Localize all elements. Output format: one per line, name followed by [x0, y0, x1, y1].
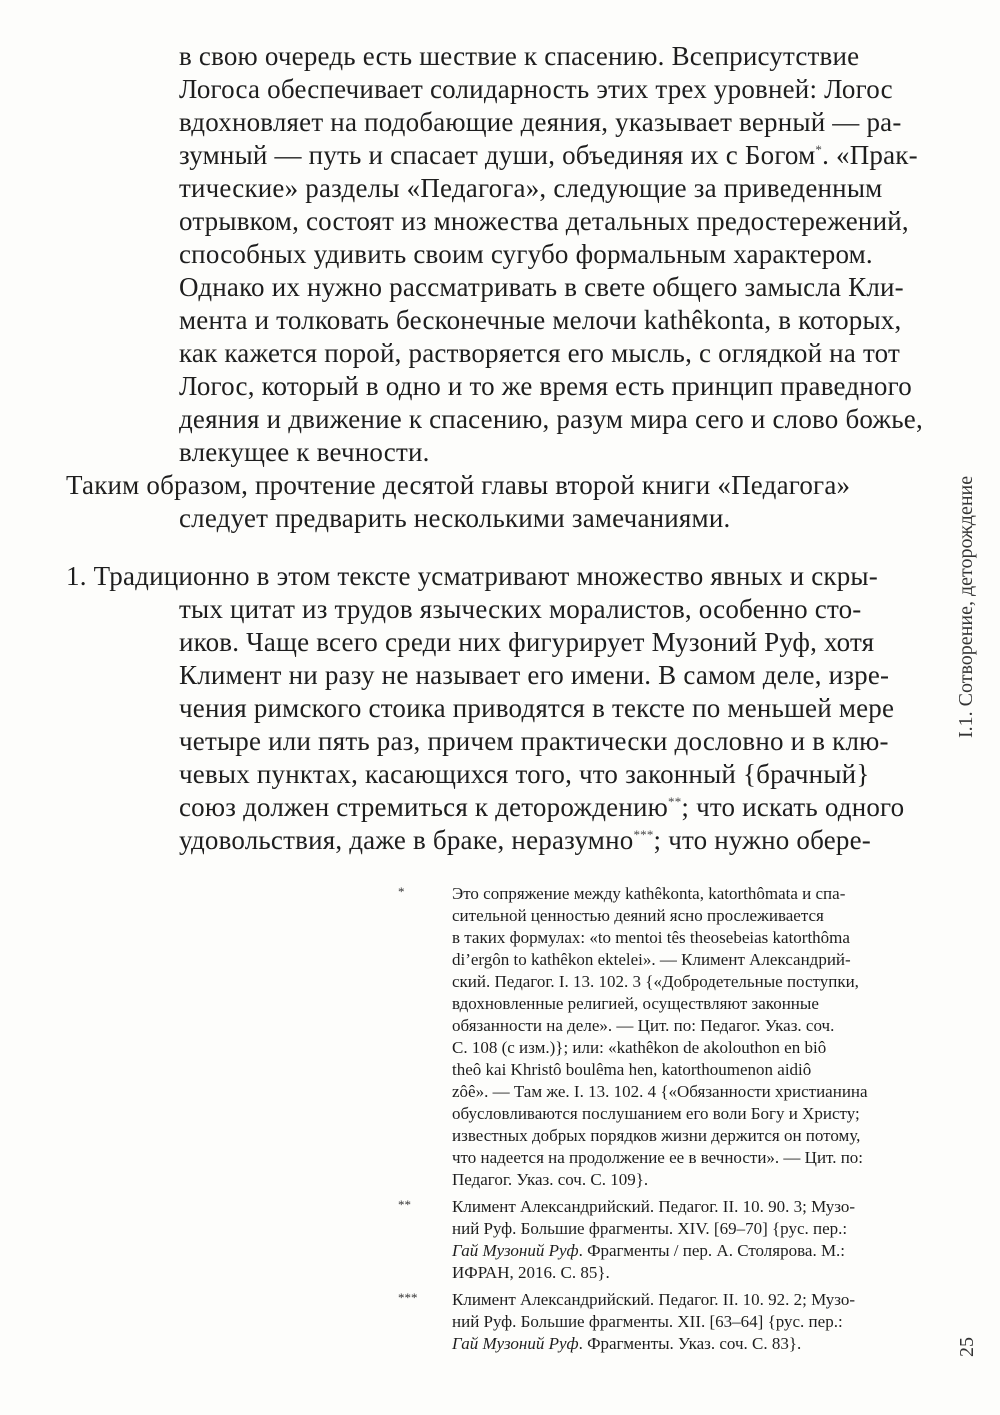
text-line: чения римского стоика приводятся в тексте по меньшей мере — [179, 693, 895, 723]
footnote-ref[interactable]: *** — [633, 827, 654, 842]
text-segment: ; что нужно обере- — [653, 825, 871, 855]
footnote-ref[interactable]: ** — [668, 794, 682, 809]
text-line — [179, 791, 904, 824]
text-line: Логос, который в одно и то же время есть принцип праведного — [179, 371, 912, 401]
author-name: Гай Музоний Руф — [452, 1241, 579, 1260]
footnote-line — [452, 1241, 845, 1261]
footnote-line: ИФРАН, 2016. С. 85}. — [452, 1263, 610, 1282]
text-line: тых цитат из трудов языческих моралистов, особенно сто- — [179, 594, 862, 624]
footnote-line: в таких формулах: «to mentoi tês theosebeias katorthôma — [452, 928, 850, 947]
footnote-marker: * — [398, 884, 405, 899]
footnote-line: di’ergôn to kathêkon ektelei». — Климент Александрий- — [452, 950, 851, 969]
footnote-line: ский. Педагог. I. 13. 102. 3 {«Добродетельные поступки, — [452, 972, 859, 991]
footnote-line: zôê». — Там же. I. 13. 102. 4 {«Обязанности христианина — [452, 1082, 868, 1101]
footnote-line: обусловливаются послушанием его воли Богу и Христу; — [452, 1104, 860, 1123]
text-line: способных удивить своим сугубо формальным характером. — [179, 239, 873, 269]
text-line — [179, 139, 918, 172]
footnote-line: Педагог. Указ. соч. С. 109}. — [452, 1170, 649, 1189]
text-line: как кажется порой, растворяется его мысль, с оглядкой на тот — [179, 338, 900, 368]
text-segment: . Фрагменты / пер. А. Столярова. М.: — [578, 1241, 846, 1260]
text-line: вдохновляет на подобающие деяния, указывает верный — ра- — [179, 107, 902, 137]
author-name: Гай Музоний Руф — [452, 1334, 579, 1353]
footnote-line — [452, 1334, 801, 1354]
footnote-line: theô kai Khristô boulêma hen, katorthoumenon aidiô — [452, 1060, 812, 1079]
footnote-marker: *** — [398, 1290, 418, 1305]
page-number — [956, 1335, 978, 1357]
footnote-line: Это сопряжение между kathêkonta, katorthômata и спа- — [452, 884, 846, 903]
footnote-line: С. 108 (с изм.)}; или: «kathêkon de akolouthon en biô — [452, 1038, 827, 1057]
footnote-line: вдохновленные религией, осуществляют законные — [452, 994, 819, 1013]
footnote-line: Климент Александрийский. Педагог. II. 10. 90. 3; Музо- — [452, 1197, 856, 1216]
text-line — [179, 824, 871, 857]
footnote-line: Климент Александрийский. Педагог. II. 10. 92. 2; Музо- — [452, 1290, 856, 1309]
footnote-ref[interactable]: * — [815, 142, 823, 157]
text-line: 1. Традиционно в этом тексте усматривают множество явных и скры- — [66, 561, 878, 591]
text-segment: удовольствия, даже в браке, неразумно — [179, 825, 634, 855]
text-line: в свою очередь есть шествие к спасению. Всеприсутствие — [179, 41, 860, 71]
text-segment: союз должен стремиться к деторождению — [179, 792, 669, 822]
text-line: следует предварить несколькими замечаниями. — [179, 503, 731, 533]
text-line: чевых пунктах, касающихся того, что законный {брачный} — [179, 759, 870, 789]
page-number-text: 25 — [956, 1337, 978, 1357]
text-line: тические» разделы «Педагога», следующие за приведенным — [179, 173, 883, 203]
text-segment: . «Прак- — [822, 140, 918, 170]
text-segment: зумный — путь и спасает души, объединяя их с Богом — [179, 140, 816, 170]
text-line: отрывком, состоят из множества детальных предостережений, — [179, 206, 909, 236]
text-line: Однако их нужно рассматривать в свете общего замысла Кли- — [179, 272, 904, 302]
footnote-line: что надеется на продолжение ее в вечности». — Цит. по: — [452, 1148, 864, 1167]
text-line: Таким образом, прочтение десятой главы второй книги «Педагога» — [66, 470, 851, 500]
text-line: четыре или пять раз, причем практически дословно и в клю- — [179, 726, 889, 756]
text-segment: . Фрагменты. Указ. соч. С. 83}. — [578, 1334, 802, 1353]
footnote-line: ний Руф. Большие фрагменты. XIV. [69–70] {рус. пер.: — [452, 1219, 848, 1238]
text-line: Логоса обеспечивает солидарность этих трех уровней: Логос — [179, 74, 893, 104]
running-header-text: I.1. Сотворение, деторождение — [955, 475, 977, 738]
text-segment: ; что искать одного — [681, 792, 905, 822]
footnote-line: ний Руф. Большие фрагменты. XII. [63–64] {рус. пер.: — [452, 1312, 843, 1331]
text-line: влекущее к вечности. — [179, 437, 430, 467]
footnote-line: сительной ценностью деяний ясно прослеживается — [452, 906, 824, 925]
text-line: мента и толковать бесконечные мелочи kathêkonta, в которых, — [179, 305, 902, 335]
footnote-line: известных добрых порядков жизни держится он потому, — [452, 1126, 861, 1145]
text-line: Климент ни разу не называет его имени. В самом деле, изре- — [179, 660, 890, 690]
footnote-line: обязанности на деле». — Цит. по: Педагог. Указ. соч. — [452, 1016, 835, 1035]
text-line: деяния и движение к спасению, разум мира сего и слово божье, — [179, 404, 923, 434]
footnote-marker: ** — [398, 1197, 411, 1212]
text-line: иков. Чаще всего среди них фигурирует Музоний Руф, хотя — [179, 627, 875, 657]
